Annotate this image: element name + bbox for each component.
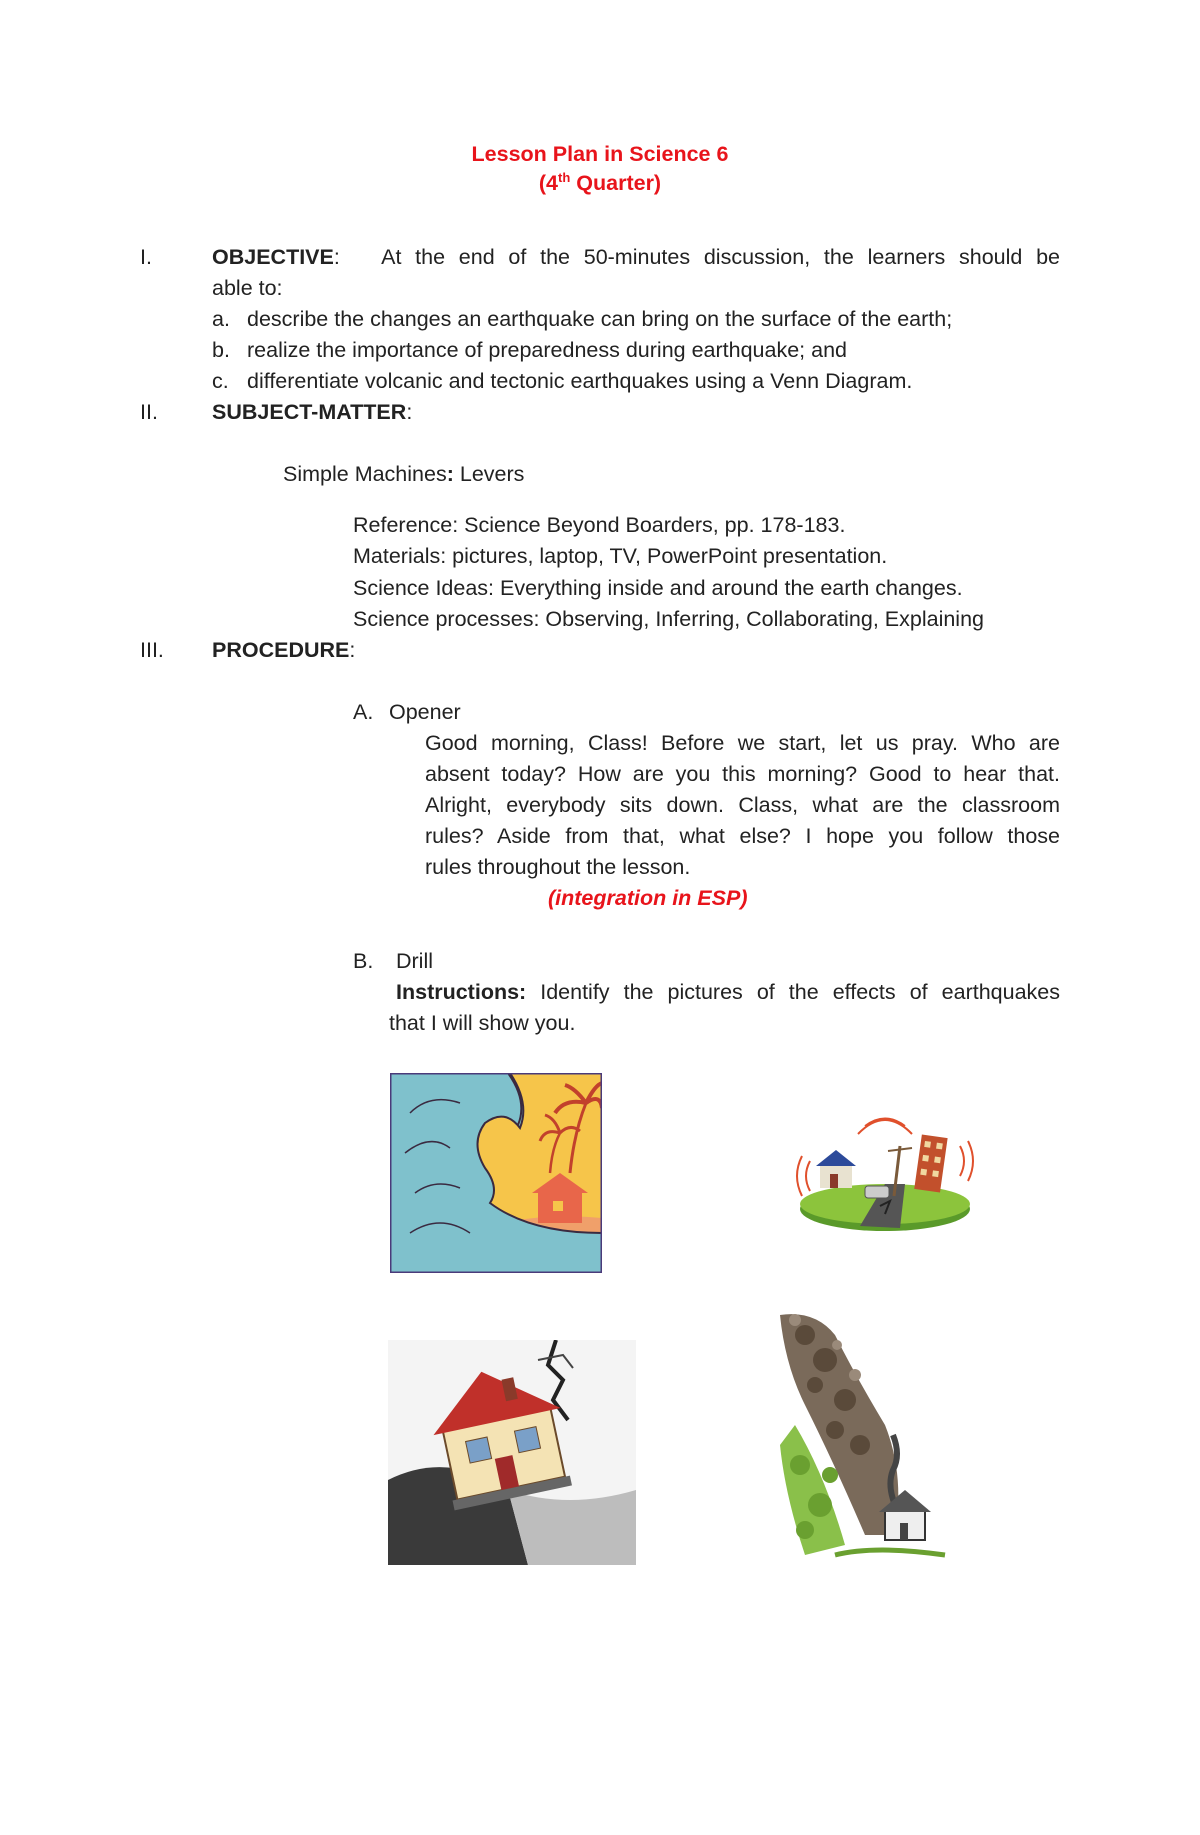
objective-item-c-letter: c. xyxy=(212,369,229,393)
drill-title: Drill xyxy=(396,949,434,973)
objective-text: At the end of the 50-minutes discussion, the learners should be xyxy=(381,245,1061,269)
objective-numeral: I. xyxy=(140,245,152,269)
drill-letter: B. xyxy=(353,949,374,973)
objective-label: OBJECTIVE xyxy=(212,245,334,269)
procedure-numeral: III. xyxy=(140,638,164,662)
subject-matter-numeral: II. xyxy=(140,400,158,424)
opener-line-2: absent today? How are you this morning? Good to hear that. xyxy=(425,762,1060,786)
opener-letter: A. xyxy=(353,700,374,724)
objective-item-a: describe the changes an earthquake can bring on the surface of the earth; xyxy=(247,307,953,331)
materials-line: Materials: pictures, laptop, TV, PowerPoint presentation. xyxy=(353,544,888,568)
objective-item-b-letter: b. xyxy=(212,338,230,362)
science-ideas-line: Science Ideas: Everything inside and around the earth changes. xyxy=(353,576,963,600)
subject-matter-heading: SUBJECT-MATTER: xyxy=(212,400,413,424)
opener-title: Opener xyxy=(389,700,461,724)
landslide-picture xyxy=(775,1305,965,1565)
objective-item-b: realize the importance of preparedness during earthquake; and xyxy=(247,338,847,362)
document-title: Lesson Plan in Science 6 xyxy=(471,142,729,166)
topic-line: Simple Machines: Levers xyxy=(283,462,525,486)
objective-item-c: differentiate volcanic and tectonic earthquakes using a Venn Diagram. xyxy=(247,369,913,393)
science-processes-line: Science processes: Observing, Inferring, Collaborating, Explaining xyxy=(353,607,984,631)
reference-line: Reference: Science Beyond Boarders, pp. 178-183. xyxy=(353,513,846,537)
drill-instructions-cont: that I will show you. xyxy=(389,1011,576,1035)
tsunami-picture xyxy=(390,1073,602,1273)
document-subtitle: (4th Quarter) xyxy=(538,170,662,196)
objective-text-cont: able to: xyxy=(212,276,283,300)
opener-line-1: Good morning, Class! Before we start, let us pray. Who are xyxy=(425,731,1060,755)
shaking-town-picture xyxy=(790,1106,980,1236)
opener-line-5: rules throughout the lesson. xyxy=(425,855,691,879)
objective-item-a-letter: a. xyxy=(212,307,230,331)
opener-line-4: rules? Aside from that, what else? I hope you follow those xyxy=(425,824,1060,848)
opener-line-3: Alright, everybody sits down. Class, what are the classroom xyxy=(425,793,1060,817)
ground-crack-house-picture xyxy=(388,1340,636,1565)
integration-note: (integration in ESP) xyxy=(548,886,748,910)
objective-line: OBJECTIVE: At the end of the 50-minutes discussion, the learners should be xyxy=(212,245,1061,269)
procedure-heading: PROCEDURE: xyxy=(212,638,356,662)
drill-instructions: Instructions: Identify the pictures of the effects of earthquakes xyxy=(396,980,1060,1004)
